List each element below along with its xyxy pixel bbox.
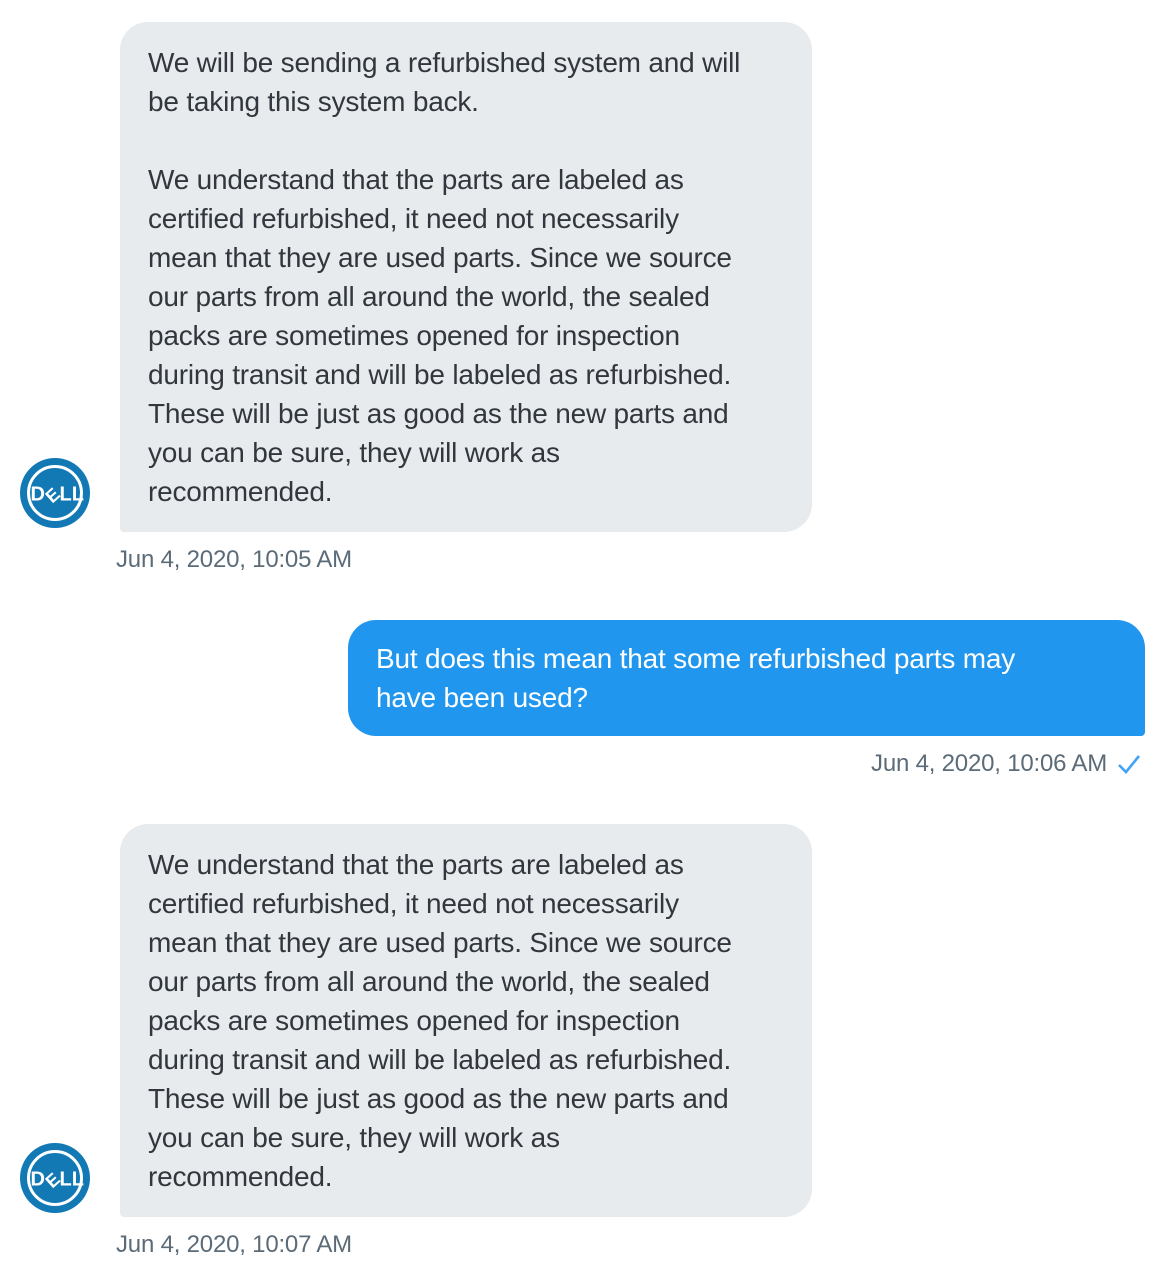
message-paragraph: We will be sending a refurbished system and will be taking this system back. [148, 47, 741, 117]
avatar-letters-ll: LL [59, 483, 84, 506]
message-paragraph: But does this mean that some refurbished parts may have been used? [376, 643, 1015, 713]
incoming-message-bubble [120, 22, 812, 532]
avatar-letters-ll: LL [59, 1168, 84, 1191]
avatar [20, 458, 90, 528]
avatar-letter-e-slanted: E [41, 483, 64, 507]
outgoing-message-bubble [348, 620, 1145, 736]
avatar [20, 1143, 90, 1213]
dell-logo-icon [20, 458, 90, 528]
message-group-incoming-2 [0, 824, 1164, 1259]
message-timestamp: Jun 4, 2020, 10:06 AM [871, 750, 1107, 777]
dell-logo-icon [20, 1143, 90, 1213]
message-timestamp: Jun 4, 2020, 10:07 AM [116, 1231, 352, 1258]
message-row [0, 620, 1164, 736]
incoming-message-bubble [120, 824, 812, 1217]
message-group-incoming-1 [0, 22, 1164, 574]
message-paragraph: We understand that the parts are labeled as certified refurbished, it need not necessarily mean that they are used parts. Since we source our parts from all around the world, the sealed packs are sometimes opened for inspection during transit and will be labeled as refurbished. These will be just as good as the new parts and you can be sure, they will work as recommended. [148, 849, 732, 1192]
message-timestamp: Jun 4, 2020, 10:05 AM [116, 546, 352, 573]
outgoing-timestamp-row [0, 750, 1164, 778]
avatar-letter-e-slanted: E [41, 1168, 64, 1192]
avatar-letter-d: D [30, 483, 45, 506]
message-row [0, 22, 1164, 532]
message-paragraph: We understand that the parts are labeled as certified refurbished, it need not necessarily mean that they are used parts. Since we source our parts from all around the world, the sealed packs are sometimes opened for inspection during transit and will be labeled as refurbished. These will be just as good as the new parts and you can be sure, they will work as recommended. [148, 164, 732, 507]
message-group-outgoing [0, 620, 1164, 778]
message-row [0, 824, 1164, 1217]
avatar-letter-d: D [30, 1168, 45, 1191]
read-receipt-check-icon [1116, 752, 1142, 776]
